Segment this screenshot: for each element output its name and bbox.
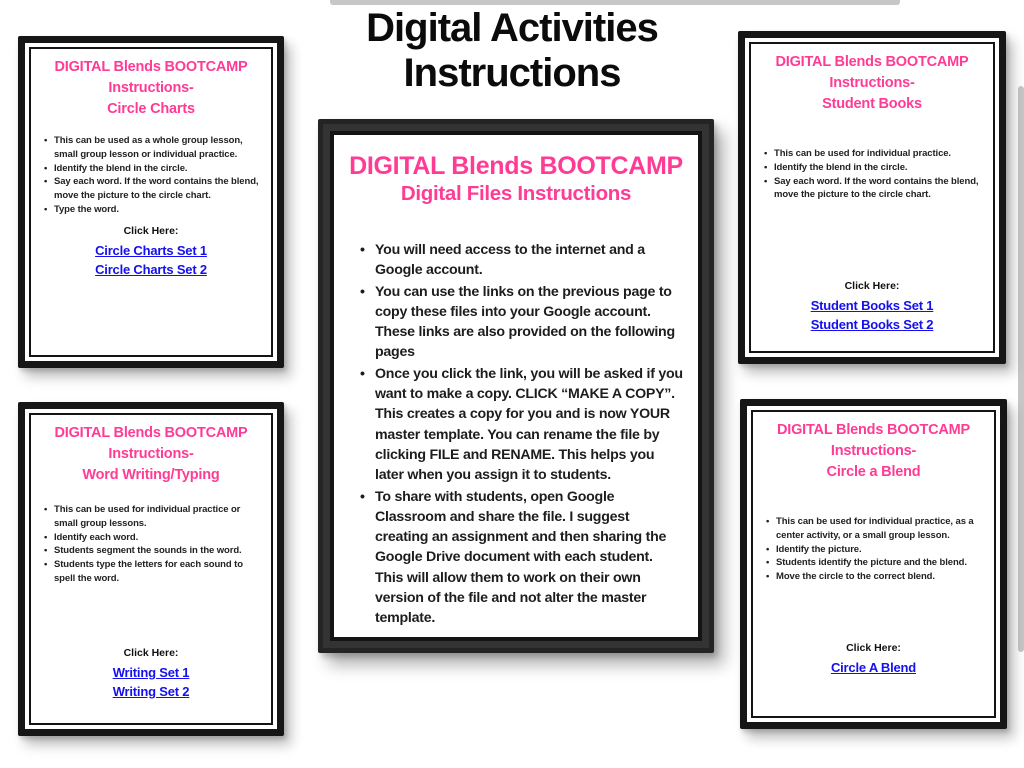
- card-inner: [751, 410, 996, 718]
- bullet-item: • Say each word. If the word contains the blend, move the picture to the circle chart.: [44, 175, 264, 203]
- card-bullet-list: [766, 515, 987, 584]
- link-writing-set-2[interactable]: Writing Set 2: [112, 683, 190, 699]
- card-heading-line1: DIGITAL Blends BOOTCAMP: [775, 54, 969, 70]
- card-inner: [29, 47, 273, 357]
- bullet-item: • This can be used for individual practice or small group lessons.: [44, 503, 264, 531]
- card-heading-line2: Instructions-: [829, 75, 915, 92]
- bullet-item: • This can be used for individual practice, as a center activity, or a small group lesson.: [766, 515, 987, 543]
- card-heading: [35, 423, 267, 486]
- card-heading-line2: Instructions-: [108, 80, 194, 97]
- card-heading-line3: Circle a Blend: [826, 464, 921, 481]
- click-here-label: Click Here:: [123, 647, 179, 659]
- card-heading-line2: Instructions-: [830, 443, 917, 460]
- bullet-item: • To share with students, open Google Classroom and share the file. I suggest creating an assignment and then sharing the Google Drive document with each student. This will allow them to work on their own version of the file and not alter the master template.: [360, 487, 684, 629]
- card-word-writing: [18, 402, 284, 736]
- page-title-line1: Digital Activities: [366, 6, 658, 50]
- page-frame-right: [1018, 86, 1024, 652]
- card-inner: [330, 131, 702, 641]
- bullet-item: • Say each word. If the word contains the blend, move the picture to the circle chart.: [764, 175, 986, 203]
- card-heading-line2: Digital Files Instructions: [400, 182, 632, 205]
- click-here-label: Click Here:: [123, 225, 179, 237]
- bullet-item: • Identify each word.: [44, 531, 264, 545]
- link-student-books-set-1[interactable]: Student Books Set 1: [810, 298, 934, 313]
- card-heading-line1: DIGITAL Blends BOOTCAMP: [349, 152, 683, 180]
- link-student-books-set-2[interactable]: Student Books Set 2: [810, 316, 934, 332]
- bullet-item: • This can be used for individual practice.: [764, 147, 986, 161]
- click-here-block: [751, 280, 993, 335]
- bullet-item: • Move the circle to the correct blend.: [766, 570, 987, 584]
- card-heading-line1: DIGITAL Blends BOOTCAMP: [776, 422, 971, 438]
- click-here-block: [31, 225, 271, 280]
- link-writing-set-1[interactable]: Writing Set 1: [112, 665, 190, 680]
- card-bullet-list: [764, 147, 986, 202]
- card-student-books: [738, 31, 1006, 364]
- card-heading-line3: Word Writing/Typing: [82, 467, 220, 484]
- card-bullet-list: [44, 503, 264, 586]
- click-here-label: Click Here:: [846, 642, 901, 654]
- bullet-item: • Once you click the link, you will be asked if you want to make a copy. CLICK “MAKE A COPY”. This creates a copy for you and is now YOUR master template. You can rename the file by clicking FILE and RENAME. This helps you later when you assign it to students.: [360, 364, 684, 486]
- card-bullet-list: [44, 134, 264, 217]
- bullet-item: • This can be used as a whole group lesson, small group lesson or individual practice.: [44, 134, 264, 162]
- bullet-item: • Students segment the sounds in the word.: [44, 544, 264, 558]
- bullet-item: • Students identify the picture and the blend.: [766, 556, 987, 570]
- card-circle-a-blend: [740, 399, 1007, 729]
- link-circle-a-blend[interactable]: Circle A Blend: [830, 660, 917, 675]
- page-title: [262, 6, 762, 96]
- card-heading: [338, 151, 694, 208]
- bullet-item: • You can use the links on the previous page to copy these files into your Google account. These links are also provided on the following pages: [360, 282, 684, 363]
- card-digital-files-instructions: [318, 119, 714, 653]
- card-heading-line1: DIGITAL Blends BOOTCAMP: [54, 425, 248, 441]
- card-heading-line2: Instructions-: [108, 446, 194, 463]
- card-heading-line1: DIGITAL Blends BOOTCAMP: [54, 59, 248, 75]
- bullet-item: • Students type the letters for each sound to spell the word.: [44, 558, 264, 586]
- page-frame-top: [330, 0, 900, 5]
- click-here-block: [31, 647, 271, 702]
- card-heading-line3: Student Books: [822, 96, 922, 113]
- bullet-item: • Identify the blend in the circle.: [44, 162, 264, 176]
- card-heading-line3: Circle Charts: [107, 101, 195, 118]
- card-inner: [29, 413, 273, 725]
- card-heading: [755, 52, 989, 115]
- card-bullet-list: [360, 240, 684, 630]
- bullet-item: • Type the word.: [44, 203, 264, 217]
- card-inner: [749, 42, 995, 353]
- card-circle-charts: [18, 36, 284, 368]
- click-here-label: Click Here:: [844, 280, 900, 292]
- bullet-item: • Identify the picture.: [766, 543, 987, 557]
- bullet-item: • You will need access to the internet and a Google account.: [360, 240, 684, 281]
- link-circle-charts-set-1[interactable]: Circle Charts Set 1: [95, 243, 207, 258]
- link-circle-charts-set-2[interactable]: Circle Charts Set 2: [95, 261, 207, 277]
- card-heading: [35, 57, 267, 120]
- bullet-item: • Identify the blend in the circle.: [764, 161, 986, 175]
- page-title-line2: Instructions: [403, 51, 621, 96]
- click-here-block: [753, 642, 994, 678]
- card-heading: [757, 420, 990, 483]
